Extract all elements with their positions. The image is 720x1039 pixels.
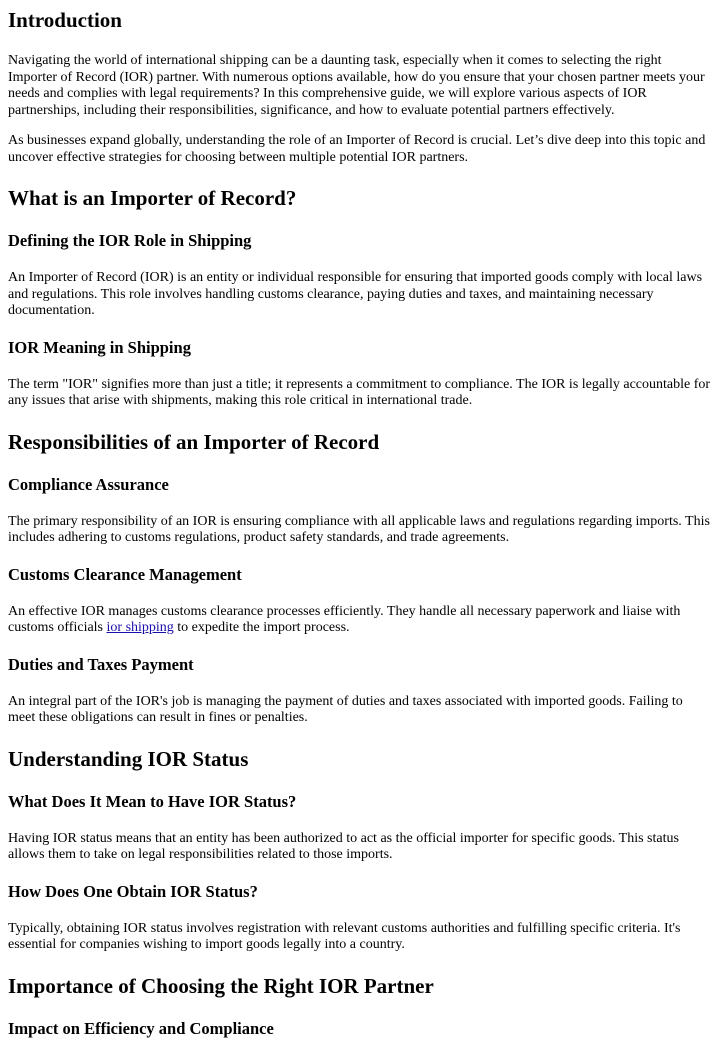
heading-importance-right-partner: Importance of Choosing the Right IOR Partner (8, 973, 434, 998)
paragraph-what-ior-status-means: Having IOR status means that an entity has been authorized to act as the official importer for specific goods. This status allows them to take on legal responsibilities related to those imports. (8, 830, 679, 862)
subheading-ior-meaning: IOR Meaning in Shipping (8, 337, 191, 357)
subheading-efficiency-compliance: Impact on Efficiency and Compliance (8, 1018, 274, 1038)
paragraph-customs-clearance (8, 604, 712, 637)
paragraph-compliance-assurance: The primary responsibility of an IOR is ensuring compliance with all applicable laws and regulations regarding imports. This includes adhering to customs regulations, product safety standards, and trade agreements. (8, 513, 710, 545)
subheading-obtain-ior-status: How Does One Obtain IOR Status? (8, 881, 258, 901)
paragraph-duties-taxes: An integral part of the IOR's job is managing the payment of duties and taxes associated with imported goods. Failing to meet these obligations can result in fines or penalties. (8, 693, 683, 725)
paragraph-defining-ior-role: An Importer of Record (IOR) is an entity or individual responsible for ensuring that imported goods comply with local laws and regulations. This role involves handling customs clearance, paying duties and taxes, and maintaining necessary documentation. (8, 270, 703, 318)
intro-paragraph-1: Navigating the world of international shipping can be a daunting task, especially when it comes to selecting the right Importer of Record (IOR) partner. With numerous options available, how do you ensure that your chosen partner meets your needs and complies with legal requirements? In this comprehensive guide, we will explore various aspects of IOR partnerships, including their responsibilities, significance, and how to evaluate potential partners effectively. (8, 53, 705, 118)
subheading-what-ior-status-means: What Does It Mean to Have IOR Status? (8, 791, 297, 811)
ior-shipping-link[interactable]: ior shipping (106, 620, 174, 635)
subheading-compliance-assurance: Compliance Assurance (8, 474, 169, 494)
intro-paragraph-2: As businesses expand globally, understanding the role of an Importer of Record is crucial. Let’s dive deep into this topic and uncover effective strategies for choosing between multiple potential IOR partners. (8, 133, 706, 165)
paragraph-customs-clearance-text-2: to expedite the import process. (173, 620, 350, 635)
heading-responsibilities: Responsibilities of an Importer of Record (8, 429, 380, 454)
paragraph-ior-meaning: The term "IOR" signifies more than just a title; it represents a commitment to compliance. The IOR is legally accountable for any issues that arise with shipments, making this role critical in international trade. (8, 376, 711, 408)
subheading-defining-ior-role: Defining the IOR Role in Shipping (8, 231, 252, 250)
paragraph-obtain-ior-status: Typically, obtaining IOR status involves registration with relevant customs authorities and fulfilling specific criteria. It's essential for companies wishing to import goods legally into a country. (8, 920, 681, 952)
subheading-customs-clearance: Customs Clearance Management (8, 564, 242, 584)
heading-introduction: Introduction (8, 8, 122, 32)
heading-understanding-ior-status: Understanding IOR Status (8, 746, 249, 771)
paragraph-customs-clearance-text-1: An effective IOR manages customs clearance processes efficiently. They handle all necessary paperwork and liaise with customs officials (8, 603, 681, 635)
heading-what-is-ior: What is an Importer of Record? (8, 186, 297, 210)
subheading-duties-taxes: Duties and Taxes Payment (8, 654, 194, 674)
